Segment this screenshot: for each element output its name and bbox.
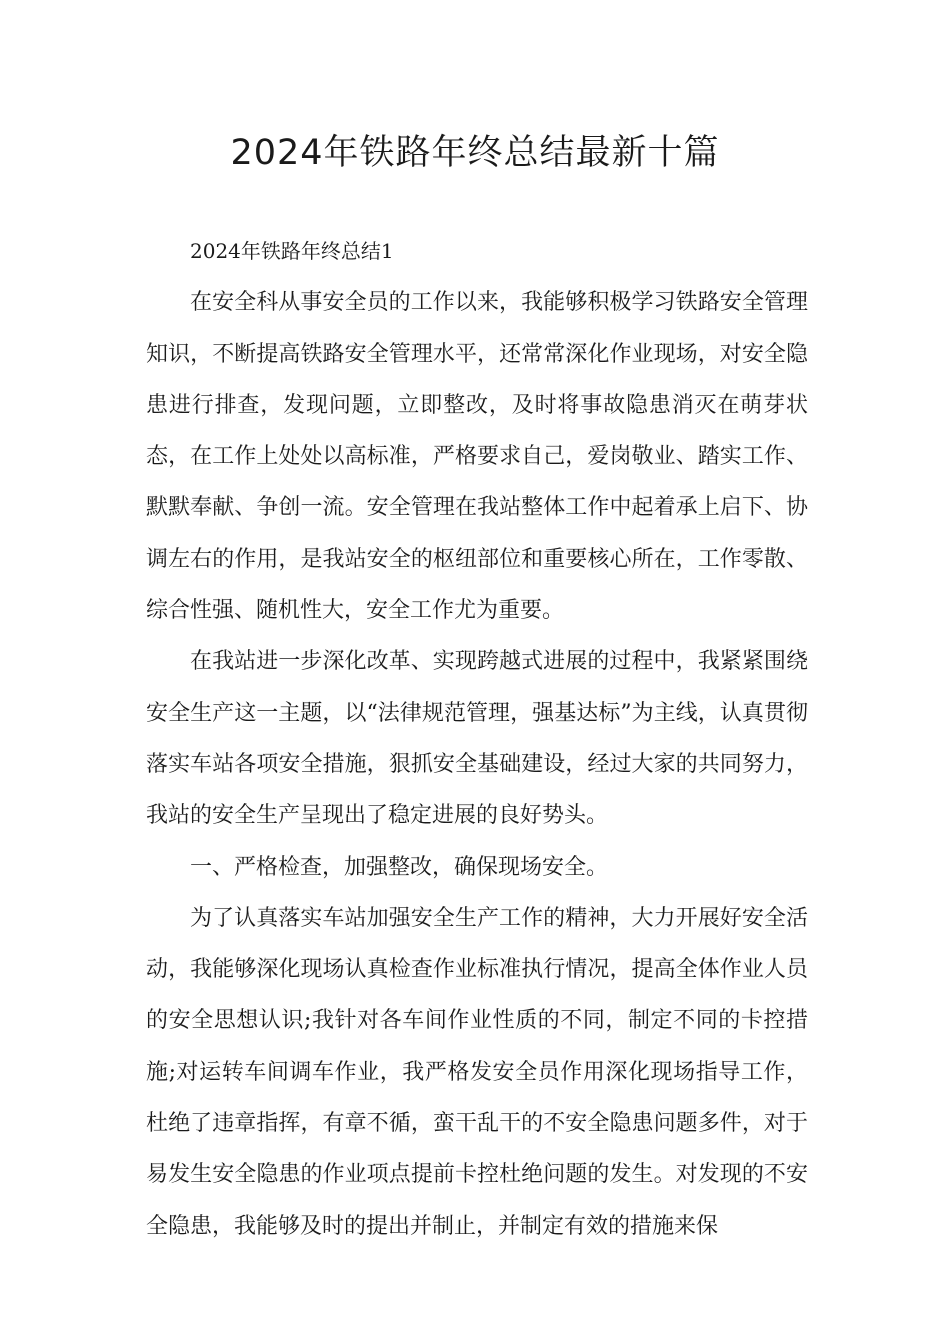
section-heading: 2024年铁路年终总结1 [190,239,394,263]
paragraph: 为了认真落实车站加强安全生产工作的精神，大力开展好安全活动，我能够深化现场认真检查作业标准执行情况，提高全体作业人员的安全思想认识;我针对各车间作业性质的不同，制定不同的卡控措施;对运转车间调车作业，我严格发安全员作用深化现场指导工作，杜绝了违章指挥，有章不循，蛮干乱干的不安全隐患问题多件，对于易发生安全隐患的作业项点提前卡控杜绝问题的发生。对发现的不安全隐患，我能够及时的提出并制止，并制定有效的措施来保 [146,905,808,1239]
document-body [146,226,808,1252]
section-heading: 一、严格检查，加强整改，确保现场安全。 [190,854,609,880]
document-title: 2024年铁路年终总结最新十篇 [230,133,720,173]
paragraph: 在我站进一步深化改革、实现跨越式进展的过程中，我紧紧围绕安全生产这一主题，以“法律规范管理，强基达标”为主线，认真贯彻落实车站各项安全措施，狠抓安全基础建设，经过大家的共同努力，我站的安全生产呈现出了稳定进展的良好势头。 [146,649,808,829]
paragraph: 在安全科从事安全员的工作以来，我能够积极学习铁路安全管理知识，不断提高铁路安全管理水平，还常常深化作业现场，对安全隐患进行排查，发现问题，立即整改，及时将事故隐患消灭在萌芽状态，在工作上处处以高标准，严格要求自己，爱岗敬业、踏实工作、默默奉献、争创一流。安全管理在我站整体工作中起着承上启下、协调左右的作用，是我站安全的枢纽部位和重要核心所在，工作零散、综合性强、随机性大，安全工作尤为重要。 [146,290,808,624]
